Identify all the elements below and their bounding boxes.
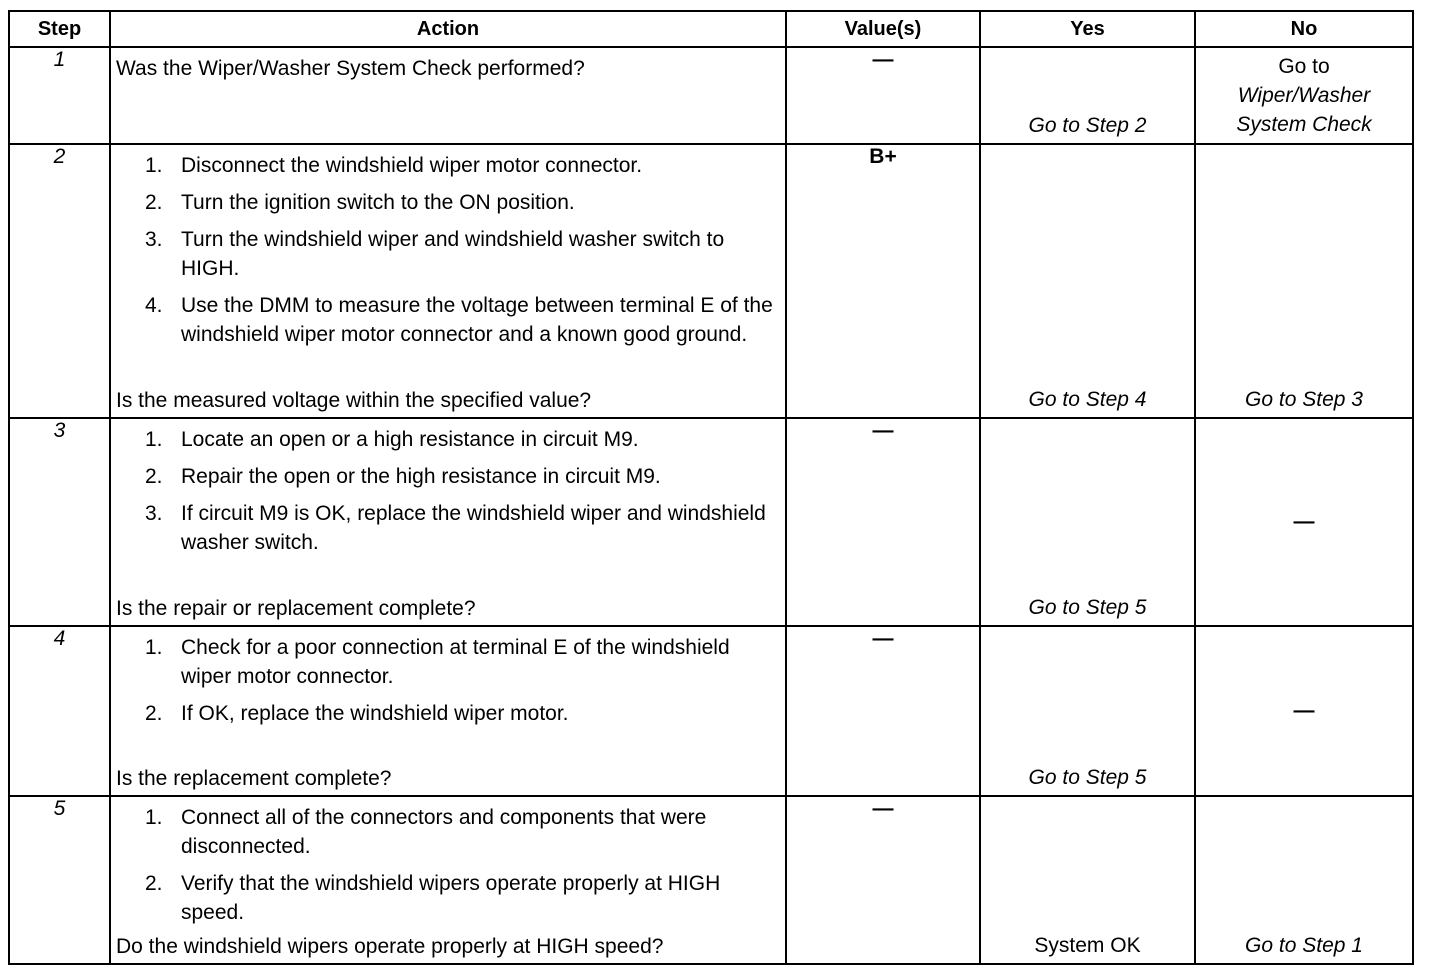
action-step-text: If circuit M9 is OK, replace the windshield wiper and windshield washer switch. <box>181 502 766 554</box>
action-step-text: If OK, replace the windshield wiper motor. <box>181 702 569 725</box>
action-step <box>145 633 775 691</box>
no-cell <box>1195 47 1413 144</box>
header-action: Action <box>110 11 786 47</box>
no-cell <box>1195 418 1413 626</box>
action-step-number: 1. <box>145 806 163 829</box>
header-row <box>9 11 1413 47</box>
header-step: Step <box>9 11 110 47</box>
no-cell <box>1195 626 1413 796</box>
action-step-text: Disconnect the windshield wiper motor connector. <box>181 154 643 177</box>
action-step <box>145 462 775 491</box>
action-steps <box>111 419 785 557</box>
yes-result: Go to Step 2 <box>1028 114 1147 137</box>
yes-cell <box>980 626 1195 796</box>
action-cell <box>110 418 786 626</box>
no-result <box>1196 52 1412 139</box>
step-number: 4 <box>9 626 110 796</box>
no-result-line: System Check <box>1236 113 1372 136</box>
value-cell: — <box>786 418 980 626</box>
yes-result: System OK <box>1034 934 1141 957</box>
header-values: Value(s) <box>786 11 980 47</box>
action-question: Is the repair or replacement complete? <box>116 597 476 620</box>
step-number: 1 <box>9 47 110 144</box>
yes-cell <box>980 418 1195 626</box>
action-question: Do the windshield wipers operate properly at HIGH speed? <box>116 935 664 958</box>
no-result: Go to Step 1 <box>1245 934 1363 957</box>
step-row-5 <box>9 796 1413 964</box>
yes-cell <box>980 796 1195 964</box>
action-step-number: 2. <box>145 702 163 725</box>
action-step-text: Check for a poor connection at terminal E of the windshield wiper motor connector. <box>181 636 730 688</box>
value-cell: — <box>786 626 980 796</box>
action-step <box>145 699 775 728</box>
action-cell <box>110 796 786 964</box>
step-number: 3 <box>9 418 110 626</box>
action-cell <box>110 144 786 418</box>
action-step-text: Turn the ignition switch to the ON position. <box>181 191 575 214</box>
step-row-3 <box>9 418 1413 626</box>
no-result-line: Go to <box>1278 55 1330 78</box>
header-no: No <box>1195 11 1413 47</box>
yes-result: Go to Step 5 <box>1028 766 1147 789</box>
value-cell: — <box>786 796 980 964</box>
action-step-text: Repair the open or the high resistance in circuit M9. <box>181 465 661 488</box>
step-row-1 <box>9 47 1413 144</box>
yes-result: Go to Step 5 <box>1028 596 1147 619</box>
action-step <box>145 151 775 180</box>
action-step <box>145 803 775 861</box>
action-step-number: 1. <box>145 154 163 177</box>
value-cell: — <box>786 47 980 144</box>
action-step-number: 2. <box>145 191 163 214</box>
action-step <box>145 425 775 454</box>
action-steps <box>111 145 785 349</box>
action-steps <box>111 797 785 927</box>
action-step-number: 1. <box>145 636 163 659</box>
action-step <box>145 291 775 349</box>
action-question: Is the replacement complete? <box>116 767 392 790</box>
action-cell <box>110 626 786 796</box>
action-step-number: 3. <box>145 228 163 251</box>
no-result-line: Wiper/Washer <box>1237 84 1371 107</box>
action-step <box>145 225 775 283</box>
no-cell <box>1195 796 1413 964</box>
yes-cell <box>980 144 1195 418</box>
action-step-text: Connect all of the connectors and components that were disconnected. <box>181 806 707 858</box>
step-number: 2 <box>9 144 110 418</box>
action-step-text: Verify that the windshield wipers operate properly at HIGH speed. <box>181 872 721 924</box>
action-step-number: 2. <box>145 872 163 895</box>
value-cell: B+ <box>786 144 980 418</box>
no-result: — <box>1293 699 1315 722</box>
step-number: 5 <box>9 796 110 964</box>
action-step-number: 2. <box>145 465 163 488</box>
yes-cell <box>980 47 1195 144</box>
no-cell <box>1195 144 1413 418</box>
action-steps <box>111 627 785 728</box>
action-step-number: 1. <box>145 428 163 451</box>
action-step-text: Use the DMM to measure the voltage between terminal E of the windshield wiper motor connector and a known good ground. <box>181 294 773 346</box>
action-step <box>145 188 775 217</box>
step-row-2 <box>9 144 1413 418</box>
action-step-text: Turn the windshield wiper and windshield washer switch to HIGH. <box>181 228 725 280</box>
action-question: Was the Wiper/Washer System Check performed? <box>116 57 585 80</box>
action-step-text: Locate an open or a high resistance in circuit M9. <box>181 428 639 451</box>
yes-result: Go to Step 4 <box>1028 388 1147 411</box>
action-step-number: 4. <box>145 294 163 317</box>
action-step <box>145 869 775 927</box>
step-row-4 <box>9 626 1413 796</box>
diagnostic-table <box>8 10 1414 965</box>
action-step-number: 3. <box>145 502 163 525</box>
no-result: Go to Step 3 <box>1245 388 1363 411</box>
action-step <box>145 499 775 557</box>
action-question: Is the measured voltage within the specified value? <box>116 389 592 412</box>
header-yes: Yes <box>980 11 1195 47</box>
no-result: — <box>1293 510 1315 533</box>
action-cell <box>110 47 786 144</box>
